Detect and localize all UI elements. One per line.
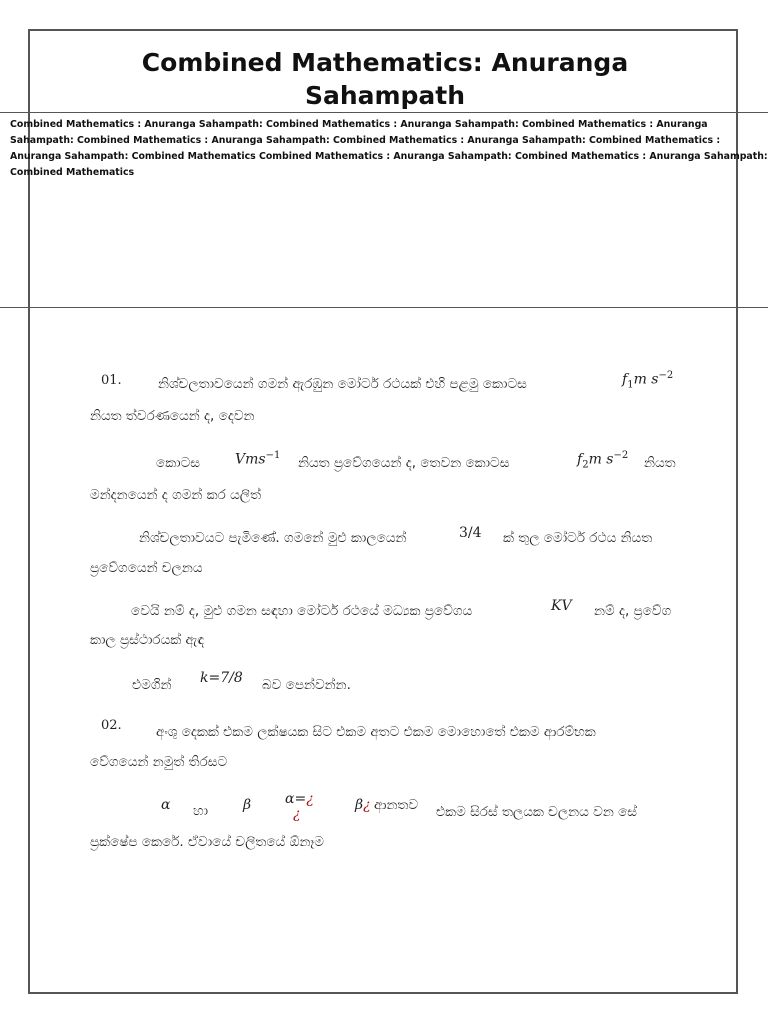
- question-1-math-kv: KV: [551, 598, 572, 614]
- question-2-math-below: ¿: [293, 806, 301, 822]
- question-1-line-7b: නම් ද, ප්‍රවේග: [594, 603, 672, 619]
- question-2-line-4: ප්‍රක්ෂේප කෙරේ. ඒවායේ චලිතයේ ඕනෑම: [90, 834, 324, 850]
- question-1-line-1: නිශ්චලතාවයෙන් ගමන් ඇරඹුන මෝටර් රථයක් එහි පළමු කොටස: [158, 376, 527, 392]
- question-1-line-3b: නියත ප්‍රවේගයෙන් ද, තෙවන කොටස: [298, 455, 510, 471]
- question-1-line-9a: එමගින්: [132, 677, 172, 693]
- question-1-line-7a: වෙයි නම් ද, මුළු ගමන සඳහා මෝටර් රථයේ මධ්‍යක ප්‍රවේගය: [131, 603, 473, 619]
- question-1-line-2: නියත ත්වරණයෙන් ද, දෙවන: [90, 408, 255, 424]
- question-1-line-8: කාල ප්‍රස්ථාරයක් ඇඳ: [90, 632, 205, 648]
- question-2-line-1: අංශු දෙකක් එකම ලක්ෂයක සිට එකම අතට එකම මොහොතේ එකම ආරම්භක: [156, 724, 596, 740]
- question-2-line-3b: ආනතව: [374, 797, 419, 813]
- divider-bottom: [0, 307, 768, 308]
- question-2-beta: β: [243, 797, 252, 813]
- question-1-math-f2: $f_2m$ $s^{-2}$: [577, 450, 629, 471]
- question-1-line-5a: නිශ්චලතාවයට පැමිණේ. ගමනේ මුළු කාලයෙන්: [139, 530, 407, 546]
- question-1-number: 01.: [101, 373, 122, 388]
- question-2-line-3c: එකම සිරස් තලයක චලනය වන සේ: [436, 804, 638, 820]
- question-2-placeholder-a: ¿: [306, 791, 314, 807]
- question-2-placeholder-b: ¿: [363, 797, 371, 813]
- question-2-math-alpha-eq: α=¿: [285, 791, 314, 807]
- question-2-alpha: α: [161, 797, 171, 813]
- divider-top: [0, 112, 768, 113]
- question-2-math-beta-eq: β¿: [355, 797, 371, 813]
- question-2-ha: හා: [193, 803, 209, 819]
- page-subtitle: Combined Mathematics : Anuranga Sahampath: Combined Mathematics : Anuranga Sahampath: Combined Mathematics : Anuranga Sahampath: Combined Mathematics : Anuranga Sahampath: Combined Mathematics : Anuranga Sahampath: Combined Mathematics : Anuranga Sahampath: Combined Mathematics Combined Mathematics : Anuranga Sahampath: Combined Mathematics : Anuranga Sahampath: Combined Mathematics: [10, 119, 768, 178]
- question-1-line-5b: ක් තුල මෝටර් රථය නියත: [503, 530, 653, 546]
- question-1-math-f1: $f_1m$ $s^{-2}$: [622, 370, 674, 391]
- question-2-number: 02.: [101, 718, 122, 733]
- question-1-line-6: ප්‍රවේගයෙන් චලනය: [90, 560, 203, 576]
- question-1-math-v: Vms$^{-1}$: [235, 450, 281, 468]
- question-1-line-3c: නියත: [644, 455, 676, 471]
- question-1-line-4: මන්දනයෙන් ද ගමන් කර යලිත්: [90, 487, 262, 503]
- question-1-line-3a: කොටස: [156, 455, 201, 471]
- question-1-math-k: k=7/8: [200, 670, 243, 686]
- question-1-math-fraction: 3/4: [459, 525, 482, 541]
- question-1-line-9b: බව පෙන්වන්න.: [262, 677, 351, 693]
- page-title: Combined Mathematics: Anuranga Sahampath: [141, 48, 629, 110]
- question-2-line-2: වේගයෙන් නමුත් තිරසට: [90, 754, 228, 770]
